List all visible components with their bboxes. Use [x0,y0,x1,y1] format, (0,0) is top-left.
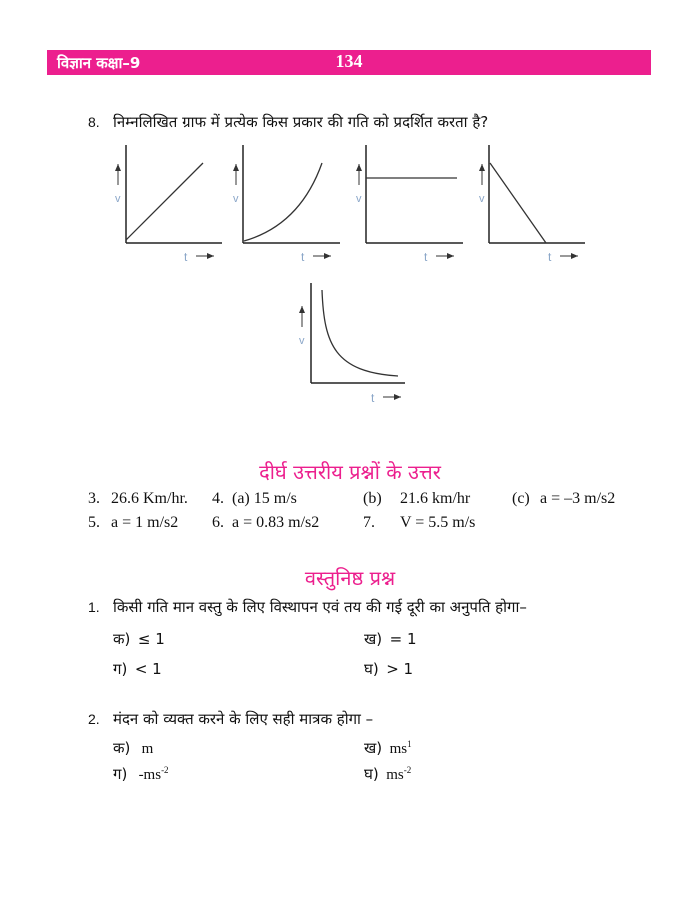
option-superscript: -2 [161,765,169,775]
option-label: क) [113,630,131,648]
option-ga [113,764,169,784]
answer-value: a = –3 m/s2 [540,490,616,507]
option-value: < 1 [134,660,162,678]
answer-number: 5. [88,514,100,531]
option-value: m [141,741,154,757]
answer-number: 4. [212,490,224,507]
question-text: निम्नलिखित ग्राफ में प्रत्येक किस प्रकार की गति को प्रदर्शित करता है? [113,113,489,131]
option-kha [364,738,412,758]
option-value: -ms [138,767,162,783]
axis-x-label: t [301,250,305,264]
question-text: किसी गति मान वस्तु के लिए विस्थापन एवं तय की गई दूरी का अनुपति होगा– [113,598,527,616]
option-value: ms [389,741,408,757]
question-number: 1. [88,599,100,615]
option-value: ms [386,767,404,783]
axis-x-label: t [184,250,188,264]
option-label: ग) [113,660,128,678]
objective-question-2 [88,709,373,729]
velocity-time-graphs [0,0,700,420]
option-label: क) [113,739,131,757]
option-gha [364,764,411,784]
answer-number: 6. [212,514,224,531]
graph-uniform-retardation [479,145,585,264]
option-superscript: -2 [403,765,412,775]
answers-row-1 [0,490,700,510]
question-number: 8. [88,114,100,130]
axis-x-label: t [424,250,428,264]
answer-number: 3. [88,490,100,507]
option-ga [113,659,162,679]
option-label: घ) [364,660,379,678]
answer-part-label: (c) [512,490,530,507]
graph-non-uniform-acceleration [233,145,340,264]
axis-y-label: v [356,193,362,205]
option-value: > 1 [386,660,414,678]
option-value: ≤ 1 [137,630,165,648]
graph-uniform-velocity [356,145,463,264]
question-text: मंदन को व्यक्त करने के लिए सही मात्रक होगा – [113,710,374,728]
page-number: 134 [335,51,363,71]
answer-part-label: (b) [363,490,382,507]
option-label: ग) [113,765,128,783]
option-superscript: 1 [407,739,412,749]
answer-number: 7. [363,514,375,531]
option-label: ख) [364,739,383,757]
axis-y-label: v [299,335,305,347]
option-label: घ) [364,765,379,783]
axis-y-label: v [479,193,485,205]
graph-uniform-acceleration [115,145,222,264]
answer-value: a = 0.83 m/s2 [232,514,320,531]
answer-value: 21.6 km/hr [400,490,471,507]
answer-value: V = 5.5 m/s [400,514,476,531]
answers-row-2 [0,514,700,534]
option-value: = 1 [389,630,417,648]
answer-value: 26.6 Km/hr. [111,490,188,507]
option-ka [113,629,165,649]
question-number: 2. [88,711,100,727]
answers-section-title: दीर्घ उत्तरीय प्रश्नों के उत्तर [259,460,441,484]
answer-value: (a) 15 m/s [232,490,297,507]
option-gha [364,659,413,679]
answer-value: a = 1 m/s2 [111,514,179,531]
option-ka [113,738,153,758]
axis-x-label: t [548,250,552,264]
objective-question-1 [88,597,527,617]
axis-y-label: v [115,193,121,205]
option-label: ख) [364,630,383,648]
axis-y-label: v [233,193,239,205]
axis-x-label: t [371,391,375,405]
option-kha [364,629,417,649]
subject-label: विज्ञान कक्षा–9 [57,54,141,72]
graph-non-uniform-retardation [299,283,405,405]
objective-section-title: वस्तुनिष्ठ प्रश्न [304,566,396,590]
